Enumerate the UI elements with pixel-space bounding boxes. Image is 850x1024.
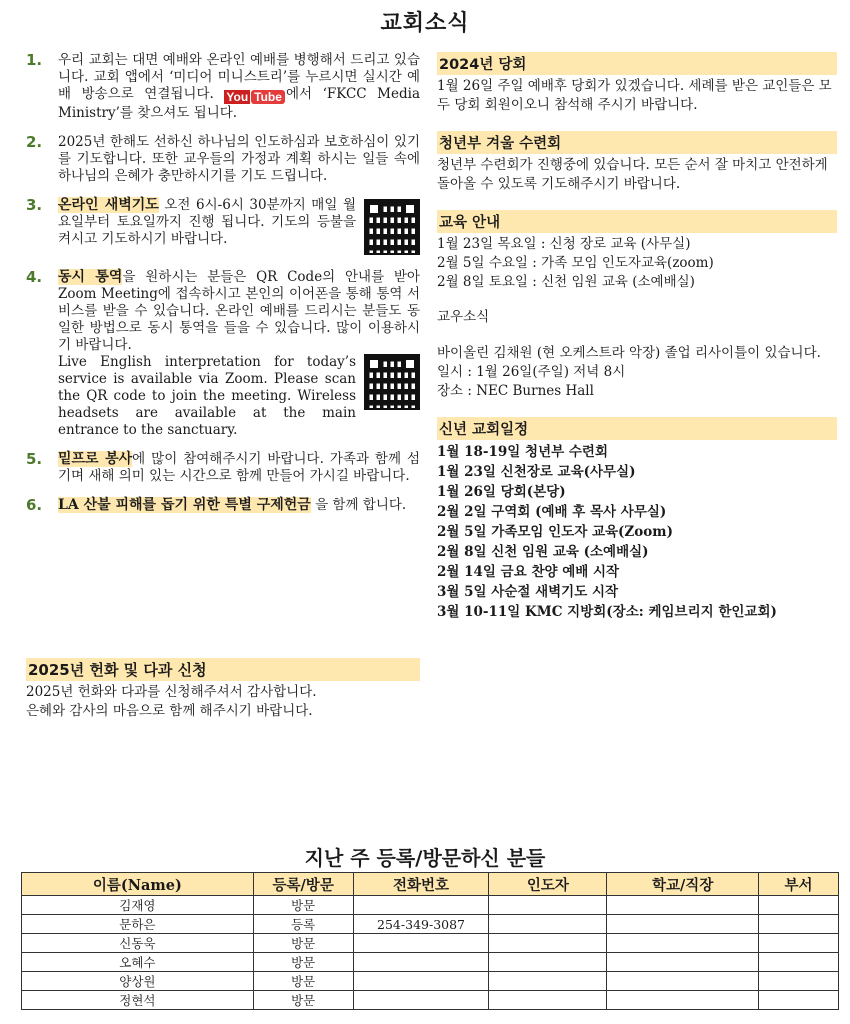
table-cell xyxy=(759,972,839,991)
table-cell xyxy=(489,991,607,1010)
section-heading: 청년부 겨울 수련회 xyxy=(437,131,837,154)
column-header: 이름(Name) xyxy=(22,873,254,896)
table-cell: 등록 xyxy=(253,915,353,934)
item-body: 우리 교회는 대면 예배와 온라인 예배를 병행해서 드리고 있습니다. 교회 앱에서 ‘미디어 미니스트리’를 누르시면 실시간 예배 방송으로 연결됩니다. You Tube 에서 ‘FKCC Media Ministry’를 찾으셔도 됩니다. xyxy=(58,52,420,121)
item-body: 온라인 새벽기도 오전 6시-6시 30분까지 매일 월요일부터 토요일까지 진행 됩니다. 기도의 등불을 켜시고 기도하시기 바랍니다. xyxy=(58,197,420,257)
item-body: LA 산불 피해를 돕기 위한 특별 구제헌금 을 함께 합니다. xyxy=(58,497,407,513)
member-news-place: 장소 : NEC Burnes Hall xyxy=(437,383,594,399)
member-news-section xyxy=(437,308,837,401)
schedule-line: 1월 18-19일 청년부 수련회 xyxy=(437,444,608,460)
youtube-logo-icon[interactable]: You Tube xyxy=(224,90,285,105)
visitors-title: 지난 주 등록/방문하신 분들 xyxy=(304,846,546,870)
table-cell: 정현석 xyxy=(22,991,254,1010)
highlight-label: 동시 통역 xyxy=(58,269,123,285)
table-cell xyxy=(607,991,759,1010)
section-heading: 신년 교회일정 xyxy=(437,417,837,440)
schedule-section xyxy=(437,417,837,622)
visitors-table xyxy=(21,872,839,1010)
table-cell xyxy=(607,896,759,915)
table-header-row xyxy=(22,873,839,896)
section-text: 1월 26일 주일 예배후 당회가 있겠습니다. 세례를 받은 교인들은 모두 당회 회원이오니 참석해 주시기 바랍니다. xyxy=(437,78,832,113)
announcement-1 xyxy=(26,52,420,122)
column-header: 등록/방문 xyxy=(253,873,353,896)
schedule-line: 3월 10-11일 KMC 지방회(장소: 케임브리지 한인교회) xyxy=(437,604,777,620)
column-header: 학교/직장 xyxy=(607,873,759,896)
table-cell: 양상원 xyxy=(22,972,254,991)
table-cell xyxy=(759,953,839,972)
table-cell: 김재영 xyxy=(22,896,254,915)
table-row xyxy=(22,915,839,934)
item-body: 동시 통역을 원하시는 분들은 QR Code의 안내를 받아 Zoom Meeting에 접속하시고 본인의 이어폰을 통해 통역 서비스를 받을 수 있습니다. 온라인 예배를 드리시는 분들도 동일한 방법으로 동시 통역을 들을 수 있습니다. 많이 이용하시기 바랍니다. Live English interpretation for today’s service is available via Zoom. Please scan the QR code to join the meeting. Wireless headsets are available at the main entrance to the sanctuary. xyxy=(58,269,420,438)
item-number: 4. xyxy=(26,268,43,286)
meeting-section xyxy=(437,52,837,115)
announcement-6 xyxy=(26,497,420,514)
table-cell: 방문 xyxy=(253,991,353,1010)
section-heading: 2024년 당회 xyxy=(437,52,837,75)
education-line: 2월 5일 수요일 : 가족 모임 인도자교육(zoom) xyxy=(437,255,714,271)
schedule-line: 1월 26일 당회(본당) xyxy=(437,484,566,500)
announcements-list xyxy=(26,52,420,526)
item-number: 1. xyxy=(26,51,43,69)
table-cell xyxy=(759,991,839,1010)
table-cell xyxy=(759,915,839,934)
table-cell: 방문 xyxy=(253,972,353,991)
table-row xyxy=(22,934,839,953)
schedule-line: 2월 14일 금요 찬양 예배 시작 xyxy=(437,564,620,580)
education-section xyxy=(437,210,837,292)
education-line: 2월 8일 토요일 : 신천 임원 교육 (소예배실) xyxy=(437,274,695,290)
table-cell xyxy=(489,934,607,953)
right-column xyxy=(437,52,837,638)
table-cell: 문하은 xyxy=(22,915,254,934)
member-news-text: 바이올린 김채원 (현 오케스트라 악장) 졸업 리사이틀이 있습니다. 일시 : 1월 26일(주일) 저녁 8시 xyxy=(437,345,821,380)
table-cell: 오혜수 xyxy=(22,953,254,972)
table-cell xyxy=(489,972,607,991)
schedule-line: 2월 8일 신천 임원 교육 (소예배실) xyxy=(437,544,649,560)
item-number: 6. xyxy=(26,496,43,514)
retreat-section xyxy=(437,131,837,194)
table-cell xyxy=(759,896,839,915)
table-cell xyxy=(759,934,839,953)
highlight-label: 밑프로 봉사 xyxy=(58,451,133,467)
table-cell xyxy=(607,915,759,934)
table-cell xyxy=(353,972,489,991)
section-line: 은혜와 감사의 마음으로 함께 해주시기 바랍니다. xyxy=(26,703,313,719)
member-news-label: 교우소식 xyxy=(437,309,490,325)
item-number: 3. xyxy=(26,196,43,214)
flower-snack-section xyxy=(26,658,420,721)
table-cell xyxy=(489,915,607,934)
table-cell xyxy=(607,972,759,991)
table-row xyxy=(22,896,839,915)
qr-code-icon[interactable] xyxy=(364,354,420,410)
table-cell xyxy=(353,934,489,953)
highlight-label: 온라인 새벽기도 xyxy=(58,197,159,213)
announcement-3 xyxy=(26,197,420,257)
page-title: 교회소식 xyxy=(380,10,470,36)
item-body: 2025년 한해도 선하신 하나님의 인도하심과 보호하심이 있기를 기도합니다. 또한 교우들의 가정과 계획 하시는 일들 속에 하나님의 은혜가 충만하시기를 기도 드립니다. xyxy=(58,134,420,184)
english-interpretation-text: Live English interpretation for today’s service is available via Zoom. Please scan the QR code to join the meeting. Wireless headsets are available at the main entrance to the sanctuary. xyxy=(58,354,420,439)
table-row xyxy=(22,972,839,991)
announcement-4 xyxy=(26,269,420,439)
table-cell xyxy=(607,934,759,953)
table-cell xyxy=(353,953,489,972)
table-row xyxy=(22,953,839,972)
column-header: 전화번호 xyxy=(353,873,489,896)
highlight-label: LA 산불 피해를 돕기 위한 특별 구제헌금 xyxy=(58,497,311,513)
schedule-line: 2월 2일 구역회 (예배 후 목사 사무실) xyxy=(437,504,667,520)
schedule-line: 2월 5일 가족모임 인도자 교육(Zoom) xyxy=(437,524,673,540)
section-heading: 교육 안내 xyxy=(437,210,837,233)
item-number: 5. xyxy=(26,450,43,468)
column-header: 인도자 xyxy=(489,873,607,896)
table-cell: 방문 xyxy=(253,896,353,915)
section-text: 청년부 수련회가 진행중에 있습니다. 모든 순서 잘 마치고 안전하게 돌아올 수 있도록 기도해주시기 바랍니다. xyxy=(437,157,828,192)
section-line: 2025년 헌화와 다과를 신청해주셔서 감사합니다. xyxy=(26,684,317,700)
education-line: 1월 23일 목요일 : 신청 장로 교육 (사무실) xyxy=(437,236,691,252)
section-heading: 2025년 헌화 및 다과 신청 xyxy=(26,658,420,681)
qr-code-icon[interactable] xyxy=(364,199,420,255)
announcement-2 xyxy=(26,134,420,185)
announcement-5 xyxy=(26,451,420,485)
table-cell: 신동욱 xyxy=(22,934,254,953)
table-cell: 방문 xyxy=(253,953,353,972)
schedule-line: 1월 23일 신천장로 교육(사무실) xyxy=(437,464,636,480)
schedule-line: 3월 5일 사순절 새벽기도 시작 xyxy=(437,584,619,600)
column-header: 부서 xyxy=(759,873,839,896)
table-row xyxy=(22,991,839,1010)
table-cell xyxy=(353,896,489,915)
table-cell: 254-349-3087 xyxy=(353,915,489,934)
table-cell: 방문 xyxy=(253,934,353,953)
table-cell xyxy=(353,991,489,1010)
table-cell xyxy=(489,953,607,972)
item-body: 밑프로 봉사에 많이 참여해주시기 바랍니다. 가족과 함께 섬기며 새해 의미 있는 시간으로 함께 만들어 가시길 바랍니다. xyxy=(58,451,420,484)
item-number: 2. xyxy=(26,133,43,151)
table-cell xyxy=(607,953,759,972)
table-cell xyxy=(489,896,607,915)
